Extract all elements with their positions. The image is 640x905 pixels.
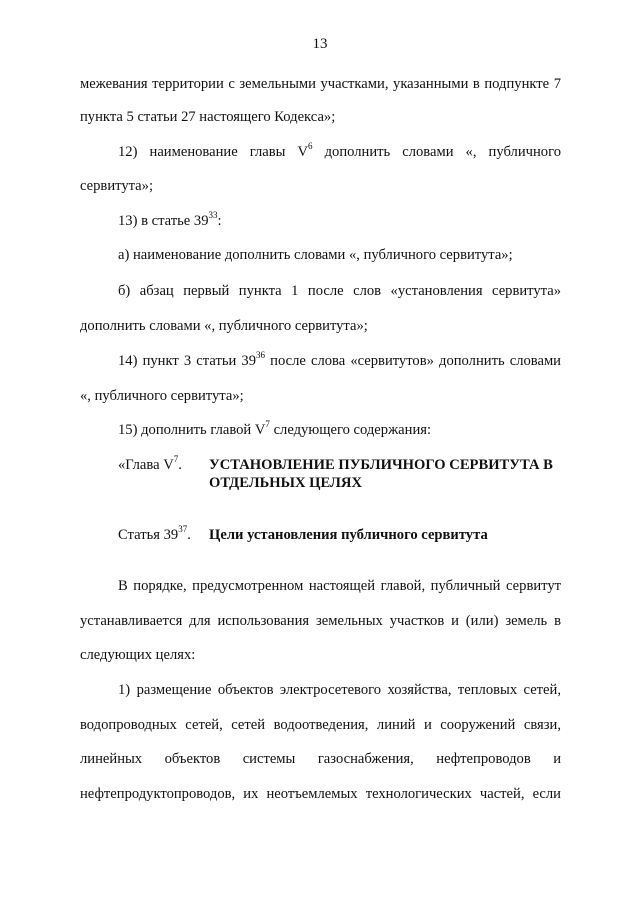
item13b-line2: дополнить словами «, публичного сервитута»; bbox=[80, 318, 368, 334]
item12-line2: сервитута»; bbox=[80, 178, 153, 194]
para2-line3: линейных объектов системы газоснабжения, нефтепроводов и bbox=[80, 751, 561, 767]
item12-line1: 12) наименование главы $V^6$ дополнить словами «, публичного bbox=[118, 141, 561, 160]
chapter-title-line1: УСТАНОВЛЕНИЕ ПУБЛИЧНОГО СЕРВИТУТА В bbox=[209, 457, 553, 473]
p1-line1: межевания территории с земельными участками, указанными в подпункте 7 bbox=[80, 76, 561, 92]
article-title: Цели установления публичного сервитута bbox=[209, 527, 488, 543]
p1-line2: пункта 5 статьи 27 настоящего Кодекса»; bbox=[80, 109, 336, 125]
item14-line1: 14) пункт 3 статьи $39^{36}$ после слова «сервитутов» дополнить словами bbox=[118, 350, 561, 369]
item14-line2: «, публичного сервитута»; bbox=[80, 388, 244, 404]
item15: 15) дополнить главой $V^7$ следующего содержания: bbox=[118, 419, 432, 438]
page-number: 13 bbox=[312, 36, 328, 52]
para2-line1: 1) размещение объектов электросетевого хозяйства, тепловых сетей, bbox=[118, 682, 561, 698]
article-label: Статья $39^{37}$. bbox=[118, 524, 191, 543]
para1-line1: В порядке, предусмотренном настоящей главой, публичный сервитут bbox=[118, 578, 561, 594]
item13b-line1: б) абзац первый пункта 1 после слов «установления сервитута» bbox=[118, 283, 561, 299]
chapter-label: «Глава $V^7$. bbox=[118, 454, 182, 473]
chapter-title-line2: ОТДЕЛЬНЫХ ЦЕЛЯХ bbox=[209, 475, 362, 491]
para2-line4: нефтепродуктопроводов, их неотъемлемых технологических частей, если bbox=[80, 786, 561, 802]
item13: 13) в статье $39^{33}$: bbox=[118, 210, 222, 229]
item13a: а) наименование дополнить словами «, публичного сервитута»; bbox=[118, 247, 513, 263]
para2-line2: водопроводных сетей, сетей водоотведения, линий и сооружений связи, bbox=[80, 717, 561, 733]
para1-line3: следующих целях: bbox=[80, 647, 196, 663]
para1-line2: устанавливается для использования земельных участков и (или) земель в bbox=[80, 613, 561, 629]
